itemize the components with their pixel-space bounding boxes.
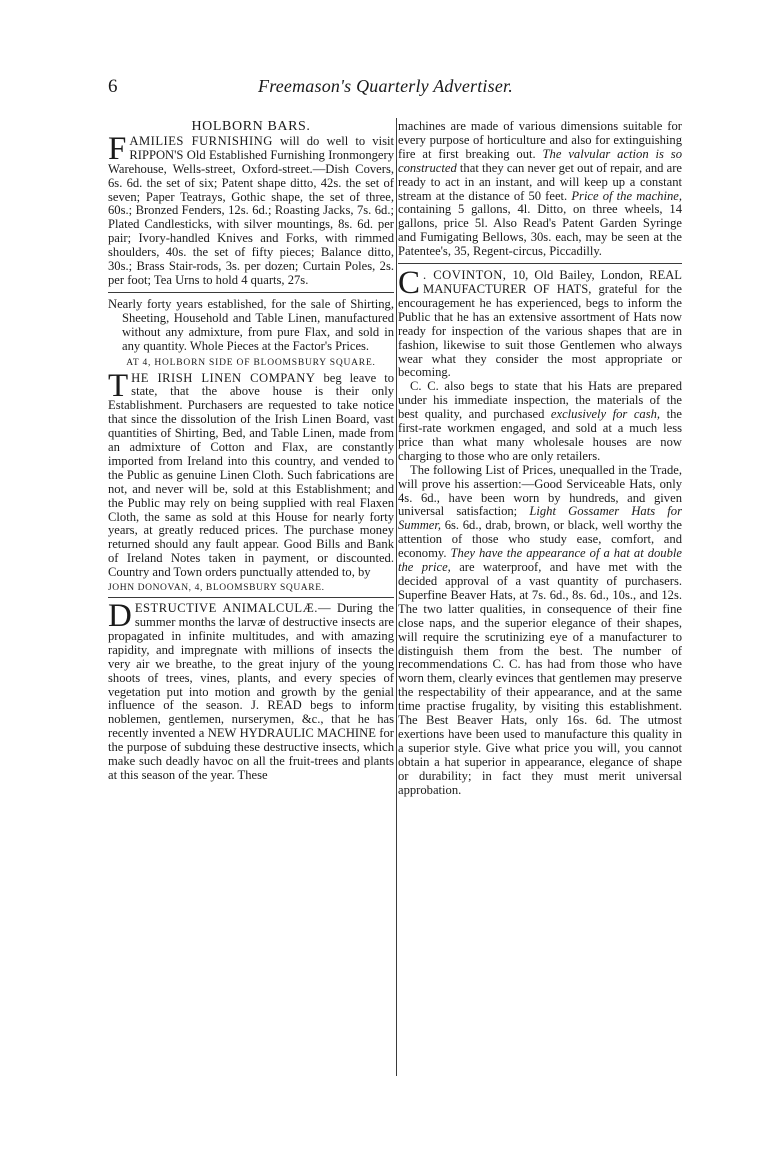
covinton-intro bbox=[398, 265, 682, 380]
advert-divider bbox=[398, 263, 682, 264]
journal-title: Freemason's Quarterly Advertiser. bbox=[258, 76, 513, 96]
continued-text: that they can never get out of repair, and are ready to act in an instant, and will keep up a constant stream at the distance of 50 feet. bbox=[398, 160, 682, 203]
covinton-text: 6s. 6d., drab, brown, or black, well worthy the attention of those who study ease, comfort, and economy. bbox=[398, 518, 682, 561]
covinton-hats-advert bbox=[398, 265, 682, 797]
running-head bbox=[108, 76, 673, 98]
covinton-paragraph-3 bbox=[398, 464, 682, 798]
covinton-text: are waterproof, and have met with the decided approval of a vast quantity of purchasers. Superfine Beaver Hats, at 7s. 6d., 8s. 6d., 10s., and 12s. The two latter qualities, in consequence of their fine close naps, and the superior elegance of their shapes, will require the scrutinizing eye of a manufacturer to distinguish them from the best. The number of recommendations C. C. has had from those who have worn them, clearly evinces that gentlemen may preserve the respectability of their appearance, and at the same time practise frugality, by visiting this establishment. The Best Beaver Hats, only 16s. 6d. The utmost exertions have been used to manufacture this quality in a superior style. Give what price you will, you cannot obtain a hat superior in appearance, elegance of shape or durability; in fact they must merit universal approbation. bbox=[398, 560, 682, 797]
continued-italic: The valvular action is so constructed bbox=[398, 146, 682, 175]
column-divider bbox=[396, 118, 397, 1076]
drop-cap-d: D bbox=[108, 598, 132, 635]
linen-lead: HE IRISH LINEN COMPANY bbox=[131, 370, 316, 385]
page-number: 6 bbox=[108, 76, 118, 97]
linen-intro: Nearly forty years established, for the sale of Shirting, Sheeting, Household and Table Linen, manufactured without any admixture, from pure Flax, and sold in any quantity. Whole Pieces at the Factor's Prices. bbox=[108, 296, 394, 353]
drop-cap-f: F bbox=[108, 130, 127, 167]
covinton-text: The following List of Prices, unequalled in the Trade, will prove his assertion:—Good Serviceable Hats, only 4s. 6d., have been worn by hundreds, and given universal satisfaction; bbox=[398, 462, 682, 519]
animalculae-advert bbox=[108, 598, 394, 783]
covinton-text: 10, Old Bailey, London, REAL MANUFACTURER OF HATS, grateful for the encouragement he has experienced, begs to inform the Public that he has an extensive assortment of Hats now ready for inspection of the various shapes that are in fashion, likewise to suit those Gentlemen who always wear what they consider the most appropriate or becoming. bbox=[398, 268, 682, 380]
animalculae-continued bbox=[398, 120, 682, 259]
covinton-paragraph-2 bbox=[398, 380, 682, 463]
holborn-bars-body bbox=[108, 130, 394, 288]
animalculae-text: During the summer months the larvæ of destructive insects are propagated in infinite multitudes, and with amazing rapidity, and impregnate with millions of insects the very air we breathe, to the great injury of the young shoots of trees, vines, plants, and every species of vegetation put into motion and growth by the genial influence of the season. J. READ begs to inform noblemen, gentlemen, nurserymen, &c., that he has recently invented a NEW HYDRAULIC MACHINE for the purpose of subduing these destructive insects, which make such deadly havoc on all the fruit-trees and plants at this season of the year. These bbox=[108, 601, 394, 782]
continued-italic: Price of the machine, bbox=[571, 188, 683, 203]
animalculae-lead: ESTRUCTIVE ANIMALCULÆ.— bbox=[134, 601, 332, 616]
linen-text: beg leave to state, that the above house is their only Establishment. Purchasers are requested to take notice that since the dissolution of the Irish Linen Board, vast quantities of Shirting, Bed, and Table Linen, made from an admixture of Cotton and Flax, are constantly imported from Ireland into this country, and vended to the Public as genuine Linen Cloth. Such fabrications are not, and never will be, sold at this Establishment; and the Public may rely on being supplied with real Flaxen Cloth, the same as sold at this House for nearly forty years, at greatly reduced prices. The purchase money returned should any fault appear. Good Bills and Bank of Ireland Notes taken in payment, or discounted. Country and Town orders punctually attended to, by bbox=[108, 370, 394, 580]
left-column bbox=[108, 120, 394, 783]
irish-linen-advert bbox=[108, 298, 394, 594]
right-column bbox=[398, 120, 682, 798]
animalculae-continued-body bbox=[398, 120, 682, 259]
holborn-lead: AMILIES FURNISHING bbox=[129, 133, 273, 148]
holborn-bars-advert bbox=[108, 120, 394, 288]
covinton-text: C. C. also begs to state that his Hats are prepared under his immediate inspection, the materials of the best quality, and purchased bbox=[398, 379, 682, 422]
linen-body bbox=[108, 367, 394, 581]
covinton-italic: They have the appearance of a hat at double the price, bbox=[398, 546, 682, 575]
advert-divider bbox=[108, 292, 394, 293]
advert-divider bbox=[108, 597, 394, 598]
continued-text: containing 5 gallons, 4l. Ditto, on three wheels, 14 gallons, price 5l. Also Read's Patent Garden Syringe and Fumigating Bellows, 30s. each, may be seen at the Patentee's, 35, Regent-circus, Piccadilly. bbox=[398, 202, 682, 259]
covinton-lead: . COVINTON, bbox=[423, 268, 507, 283]
covinton-italic: Light Gossamer Hats for Summer, bbox=[398, 504, 682, 533]
drop-cap-c: C bbox=[398, 265, 421, 302]
continued-text: machines are made of various dimensions suitable for every purpose of horticulture and also for extinguishing fire at first breaking out. bbox=[398, 119, 682, 161]
linen-signature: JOHN DONOVAN, 4, BLOOMSBURY SQUARE. bbox=[108, 583, 325, 594]
covinton-italic: exclusively for cash, bbox=[550, 407, 661, 422]
animalculae-body bbox=[108, 598, 394, 783]
holborn-text: will do well to visit RIPPON'S Old Established Furnishing Ironmongery Warehouse, Wells-street, Oxford-street.—Dish Covers, 6s. 6d. the set of six; Patent shape ditto, 42s. the set of seven; Paper Teatrays, Gothic shape, the set of three, 60s.; Bronzed Fenders, 12s. 6d.; Roasting Jacks, 7s. 6d.; Plated Candlesticks, with silver mountings, 8s. 6d. per pair; Ivory-handled Knives and Forks, with rimmed shoulders, 40s. the set of fifty pieces; Balance ditto, 30s.; Brass Stair-rods, 3s. per dozen; Curtain Poles, 2s. per foot; Tea Urns to hold 4 quarts, 27s. bbox=[108, 133, 394, 287]
drop-cap-t: T bbox=[108, 367, 129, 404]
linen-address: AT 4, HOLBORN SIDE OF BLOOMSBURY SQUARE. bbox=[126, 357, 376, 368]
covinton-text: the first-rate workmen engaged, and sold at a much less price than what many wholesale houses are now charging to those who are only retailers. bbox=[398, 407, 682, 463]
holborn-bars-title: HOLBORN BARS. bbox=[191, 119, 311, 134]
